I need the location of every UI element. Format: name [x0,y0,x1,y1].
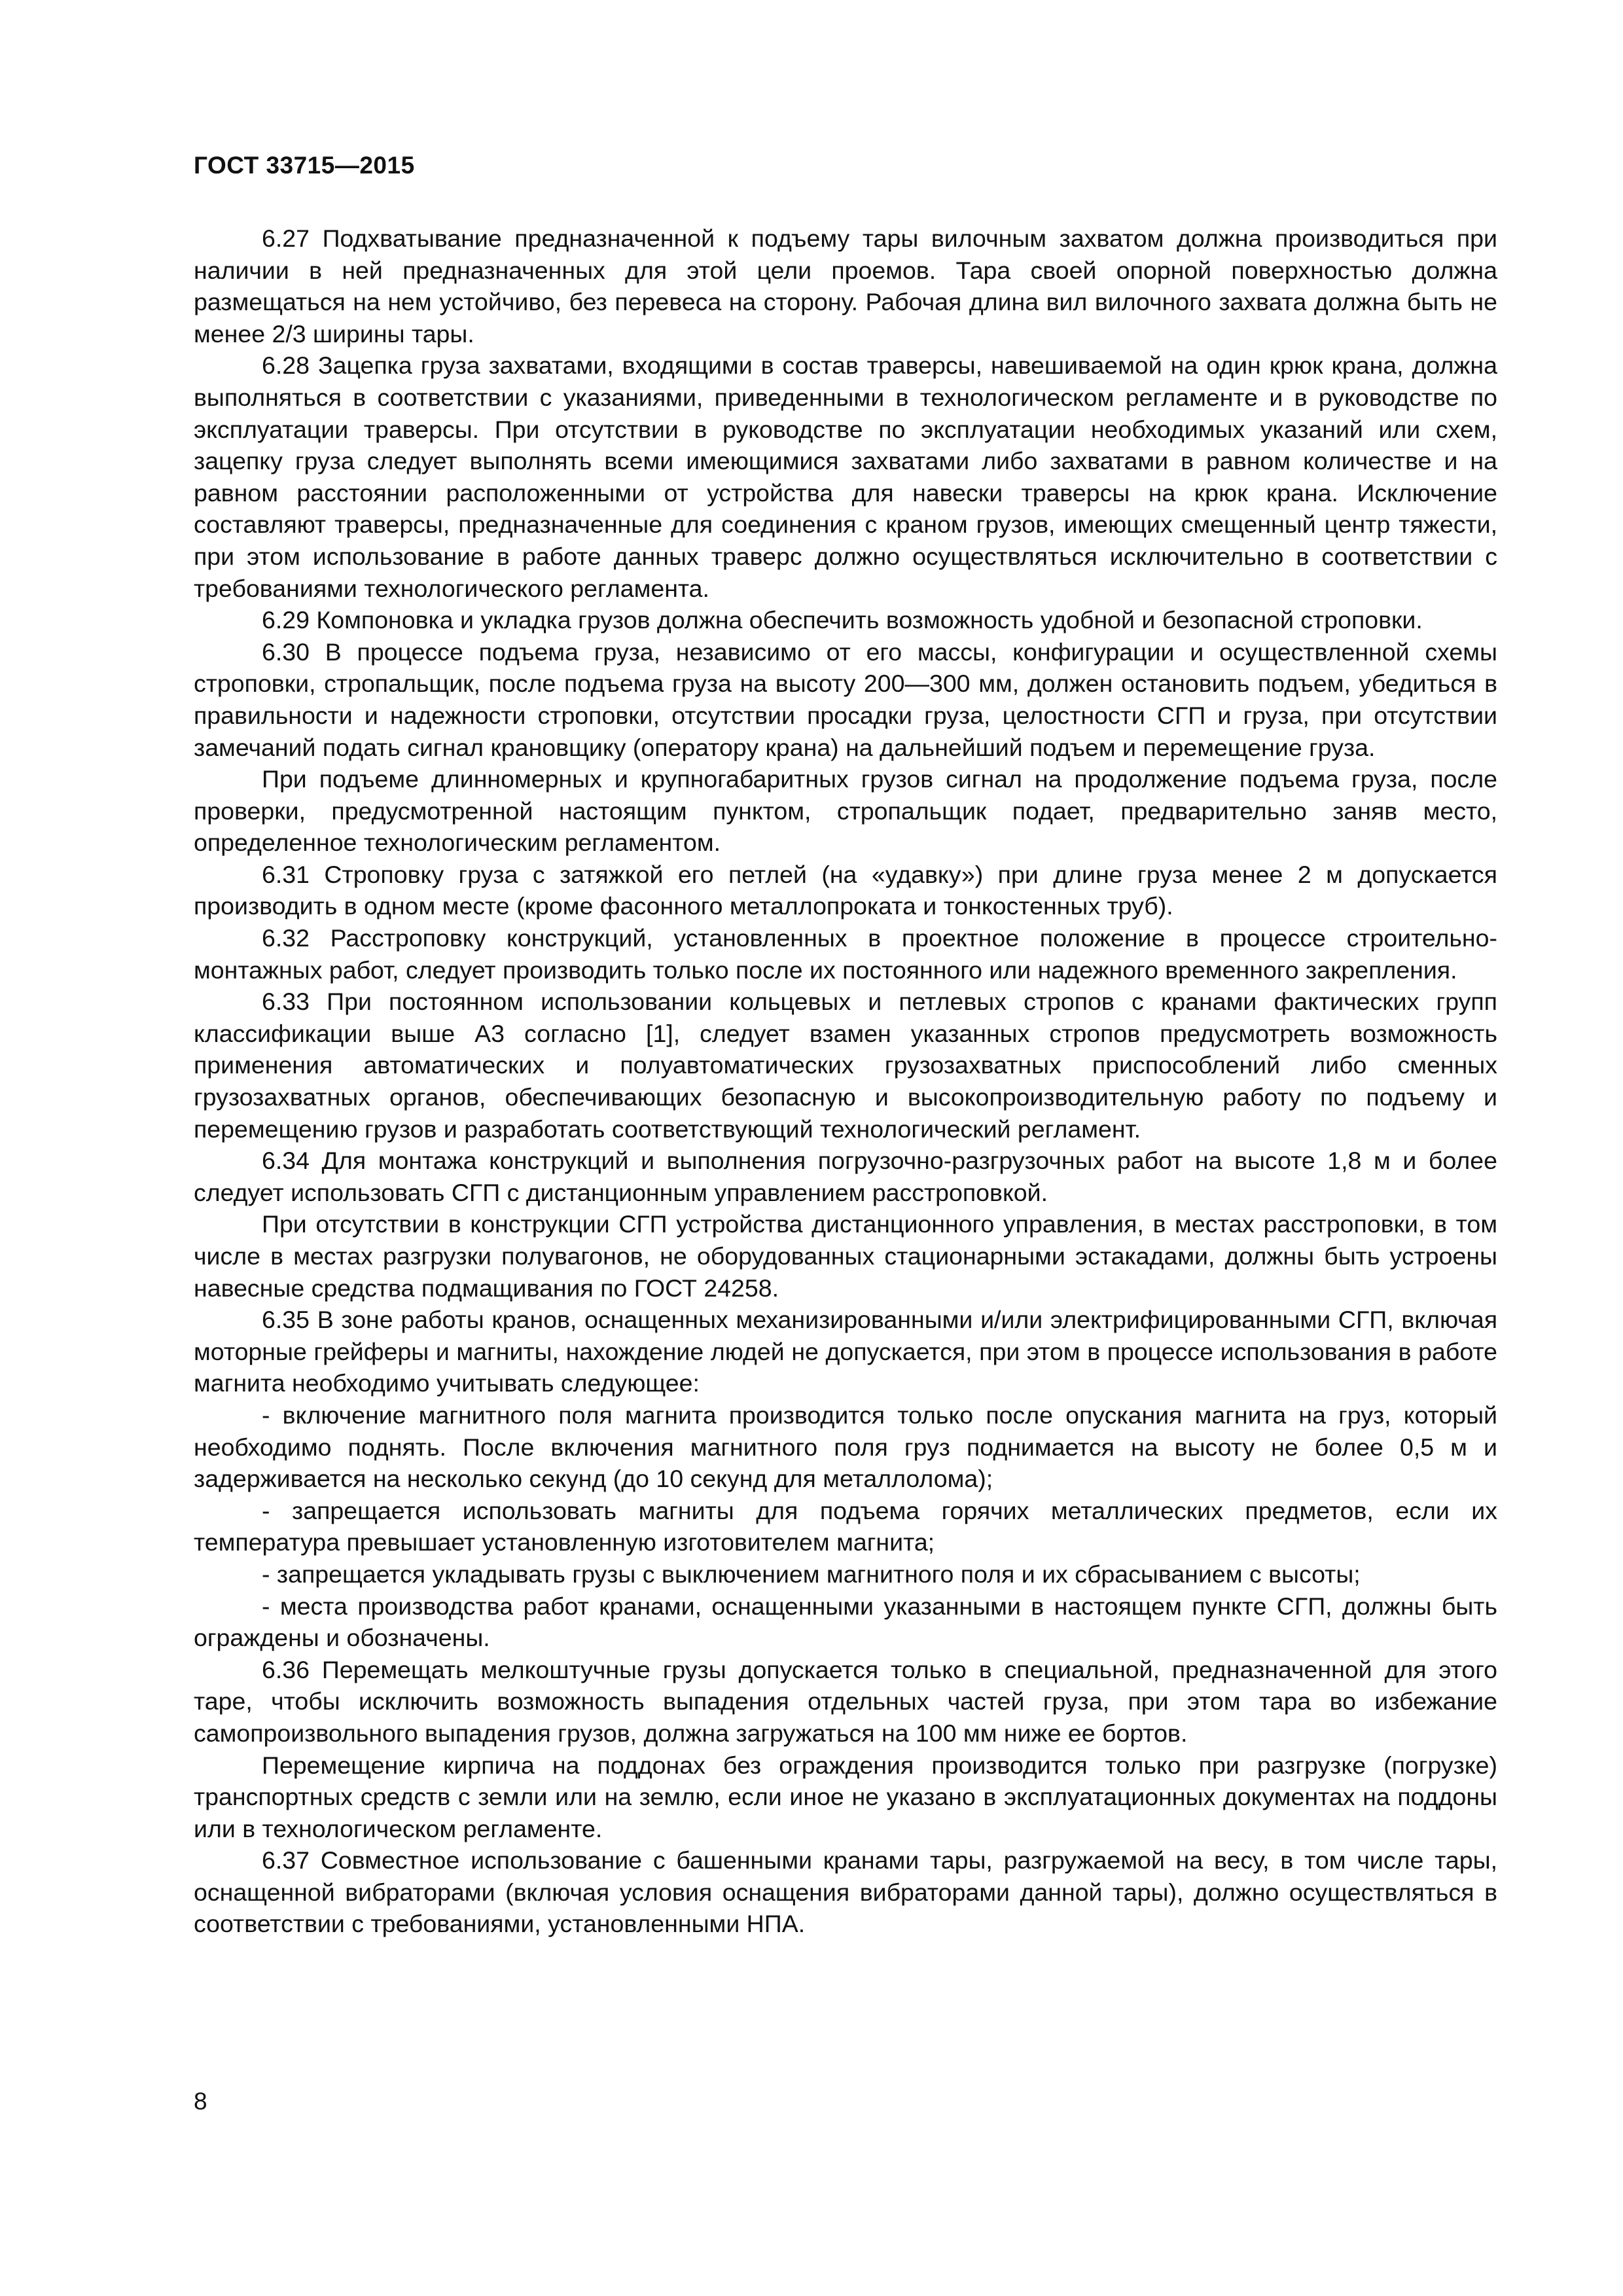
paragraph-6-33: 6.33 При постоянном использовании кольцевых и петлевых стропов с кранами фактических групп классификации выше А3 согласно [1], следует взамен указанных стропов предусмотреть возможность применения автоматических и полуавтоматических грузозахватных приспособлений либо сменных грузозахватных органов, обеспечивающих безопасную и высокопроизводительную работу по подъему и перемещению грузов и разработать соответствующий технологический регламент. [194,988,1497,1143]
paragraph-6-35: 6.35 В зоне работы кранов, оснащенных механизированными и/или электрифицированными СГП, включая моторные грейферы и магниты, нахождение людей не допускается, при этом в процессе использования в работе магнита необходимо учитывать следующее: [194,1306,1497,1397]
paragraph-6-32: 6.32 Расстроповку конструкций, установленных в проектное положение в процессе строительно-монтажных работ, следует производить только после их постоянного или надежного временного закрепления. [194,924,1497,984]
paragraph-6-34: 6.34 Для монтажа конструкций и выполнения погрузочно-разгрузочных работ на высоте 1,8 м и более следует использовать СГП с дистанционным управлением расстроповкой. [194,1147,1497,1206]
paragraph-6-36: 6.36 Перемещать мелкоштучные грузы допускается только в специальной, предназначенной для этого таре, чтобы исключить возможность выпадения отдельных частей груза, при этом тара во избежание самопроизвольного выпадения грузов, должна загружаться на 100 мм ниже ее бортов. [194,1655,1497,1747]
paragraph-6-28: 6.28 Зацепка груза захватами, входящими в состав траверсы, навешиваемой на один крюк крана, должна выполняться в соответствии с указаниями, приведенными в технологическом регламенте и в руководстве по эксплуатации траверсы. При отсутствии в руководстве по эксплуатации необходимых указаний или схем, зацепку груза следует выполнять всеми имеющимися захватами либо захватами в равном количестве и на равном расстоянии расположенными от устройства для навески траверсы на крюк крана. Исключение составляют траверсы, предназначенные для соединения с краном грузов, имеющих смещенный центр тяжести, при этом использование в работе данных траверс должно осуществляться исключительно в соответствии с требованиями технологического регламента. [194,351,1497,602]
list-item-magnet-activation: - включение магнитного поля магнита производится только после опускания магнита на груз, который необходимо поднять. После включения магнитного поля груз поднимается на высоту не более 0,5 м и задерживается на несколько секунд (до 10 секунд для металлолома); [194,1401,1497,1493]
paragraph-6-29: 6.29 Компоновка и укладка грузов должна обеспечить возможность удобной и безопасной строповки. [262,606,1423,634]
list-item-hot-items-prohibited: - запрещается использовать магниты для подъема горячих металлических предметов, если их температура превышает установленную изготовителем магнита; [194,1496,1497,1556]
paragraph-6-30: 6.30 В процессе подъема груза, независимо от его массы, конфигурации и осуществленной схемы строповки, стропальщик, после подъема груза на высоту 200—300 мм, должен остановить подъем, убедиться в правильности и надежности строповки, отсутствии просадки груза, целостности СГП и груза, при отсутствии замечаний подать сигнал крановщику (оператору крана) на дальнейший подъем и перемещение груза. [194,637,1497,761]
paragraph-6-34-continued: При отсутствии в конструкции СГП устройства дистанционного управления, в местах расстроповки, в том числе в местах разгрузки полувагонов, не оборудованных стационарными эстакадами, должны быть устроены навесные средства подмащивания по ГОСТ 24258. [194,1210,1497,1302]
list-item-work-zone-fencing: - места производства работ кранами, оснащенными указанными в настоящем пункте СГП, должны быть ограждены и обозначены. [194,1592,1497,1652]
document-header: ГОСТ 33715—2015 [194,152,415,179]
paragraph-6-37: 6.37 Совместное использование с башенными кранами тары, разгружаемой на весу, в том числе тары, оснащенной вибраторами (включая условия оснащения вибраторами данной тары), должно осуществляться в соответствии с требованиями, установленными НПА. [194,1846,1497,1938]
paragraph-6-27: 6.27 Подхватывание предназначенной к подъему тары вилочным захватом должна производиться при наличии в ней предназначенных для этой цели проемов. Тара своей опорной поверхностью должна размещаться на нем устойчиво, без перевеса на сторону. Рабочая длина вил вилочного захвата должна быть не менее 2/3 ширины тары. [194,224,1497,348]
paragraph-6-30-continued: При подъеме длинномерных и крупногабаритных грузов сигнал на продолжение подъема груза, после проверки, предусмотренной настоящим пунктом, стропальщик подает, предварительно заняв место, определенное технологическим регламентом. [194,765,1497,857]
paragraph-6-36-continued: Перемещение кирпича на поддонах без ограждения производится только при разгрузке (погрузке) транспортных средств с земли или на землю, если иное не указано в эксплуатационных документах на поддоны или в технологическом регламенте. [194,1751,1497,1842]
list-item-drop-prohibited: - запрещается укладывать грузы с выключением магнитного поля и их сбрасыванием с высоты; [262,1560,1361,1588]
document-body [194,223,1497,1940]
paragraph-6-31: 6.31 Строповку груза с затяжкой его петлей (на «удавку») при длине груза менее 2 м допускается производить в одном месте (кроме фасонного металлопроката и тонкостенных труб). [194,860,1497,920]
page-number: 8 [194,2088,207,2115]
